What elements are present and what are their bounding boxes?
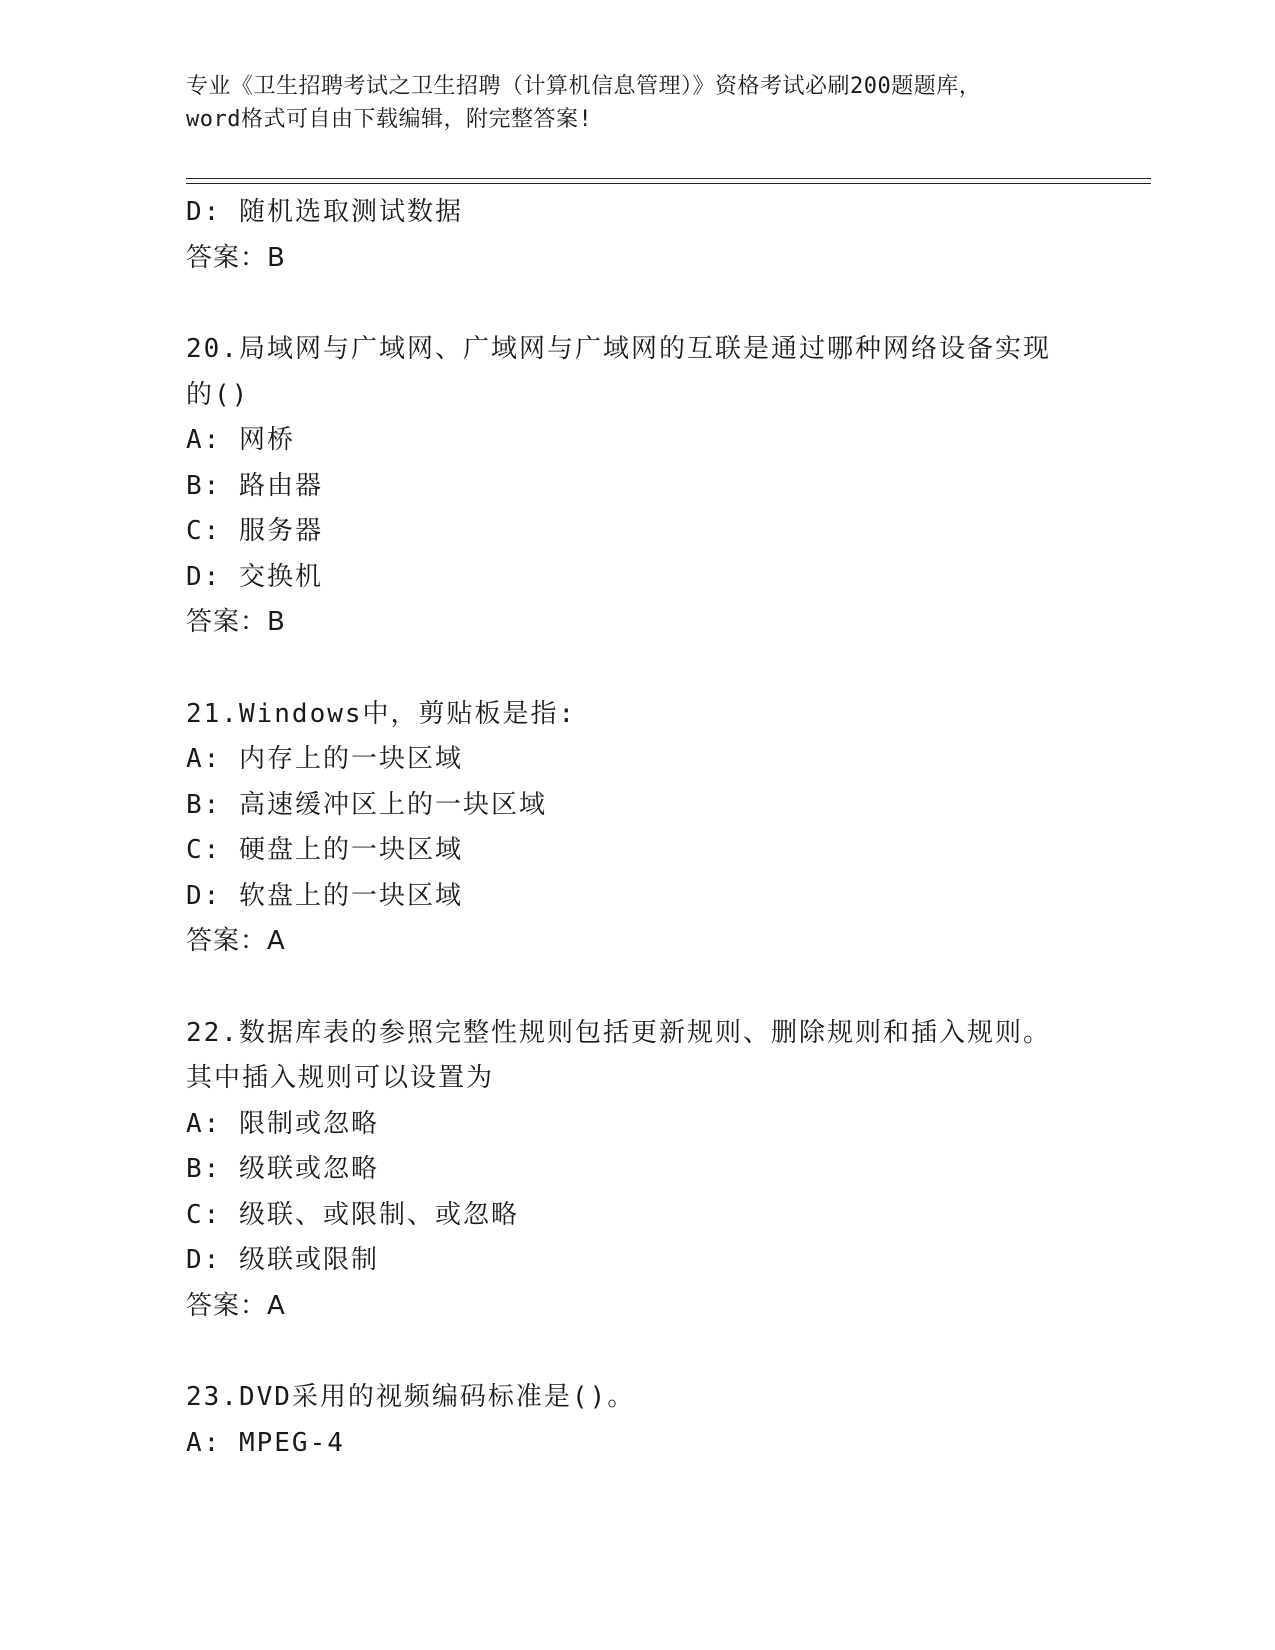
answer-option: A: MPEG-4 [186,1427,345,1458]
answer-option: C: 服务器 [186,516,323,546]
answer-option: D: 级联或限制 [186,1245,379,1275]
answer-option: A: 限制或忽略 [186,1108,379,1139]
answer-option: A: 网桥 [186,425,295,455]
answer-key: 答案：B [186,242,286,273]
answer-option: A: 内存上的一块区域 [186,744,463,774]
document-header [186,70,1086,136]
answer-option: C: 硬盘上的一块区域 [186,835,463,865]
header-divider-bottom [186,183,1151,184]
question-stem: 20.局域网与广域网、广域网与广域网的互联是通过哪种网络设备实现 [186,334,1051,364]
answer-option: B: 级联或忽略 [186,1154,379,1184]
answer-key: 答案：A [186,1290,286,1321]
answer-key: 答案：B [186,607,286,637]
answer-option: C: 级联、或限制、或忽略 [186,1199,519,1230]
header-divider-top [186,178,1151,179]
header-title-line-2: word格式可自由下载编辑，附完整答案! [186,107,593,132]
question-text: 其中插入规则可以设置为 [186,1063,495,1093]
answer-option: B: 路由器 [186,470,323,501]
question-text: 的() [186,379,250,410]
answer-option: D: 交换机 [186,561,323,592]
header-title-line-1: 专业《卫生招聘考试之卫生招聘（计算机信息管理）》资格考试必刷200题题库， [186,74,982,99]
block-spacer [186,281,1151,327]
question-list [186,190,1151,1466]
answer-key: 答案：A [186,926,286,956]
block-spacer [186,965,1151,1011]
answer-option: D: 随机选取测试数据 [186,197,463,227]
answer-option: B: 高速缓冲区上的一块区域 [186,789,547,820]
answer-option: D: 软盘上的一块区域 [186,880,463,911]
question-stem: 22.数据库表的参照完整性规则包括更新规则、删除规则和插入规则。 [186,1017,1051,1048]
block-spacer [186,646,1151,692]
block-spacer [186,1329,1151,1375]
question-stem: 23.DVD采用的视频编码标准是()。 [186,1382,636,1412]
question-stem: 21.Windows中，剪贴板是指: [186,698,577,729]
